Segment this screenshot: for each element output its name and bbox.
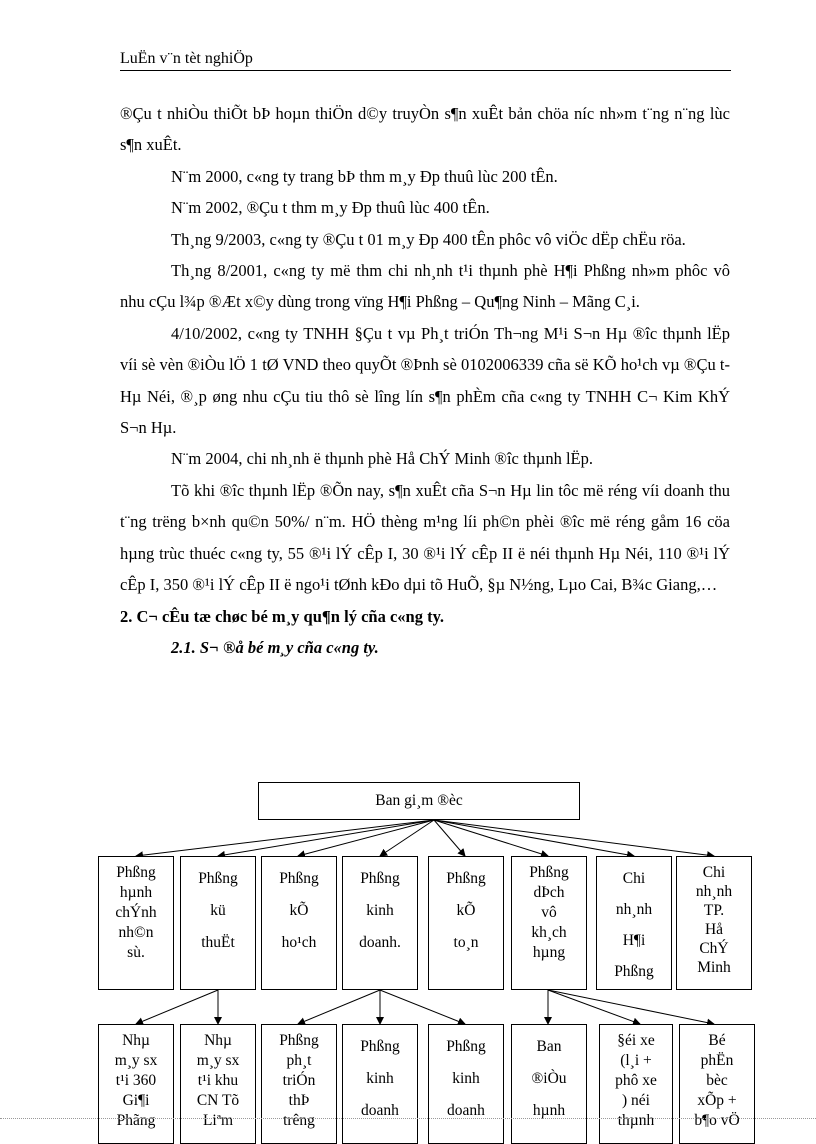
org-box-hr-department [98,856,174,990]
connector-line [434,820,548,856]
box-line: CN Tõ [196,1092,240,1109]
connector-line [434,820,714,856]
box-line: (l¸i + [620,1052,652,1069]
box-line: thµnh [617,1112,655,1129]
box-line: thÞ [288,1092,310,1109]
box-line: ChÝ [699,940,729,957]
box-line: TP. [703,902,725,919]
box-line: ®iÒu [531,1070,567,1087]
org-box-business-department [342,856,418,990]
box-line: kÕ [289,902,309,919]
box-line: hµnh [119,884,153,901]
box-line: chÝnh [115,904,157,921]
box-line: to¸n [453,934,479,951]
box-line: hµng [532,944,566,961]
box-line: ho¹ch [281,934,317,951]
box-line: t¹i khu [197,1072,239,1089]
connector-line [548,990,640,1024]
box-line: sù. [127,944,145,961]
box-line: Nhµ [204,1032,232,1049]
box-line: Phßng [116,864,156,881]
org-box-loading-security [679,1024,755,1144]
box-line: doanh. [359,934,401,951]
box-line: Ban [536,1038,562,1055]
box-line: doanh [361,1102,399,1119]
connector-line [434,820,634,856]
box-line: kü [210,902,226,919]
box-line: Hå [704,921,724,938]
box-line: trêng [283,1112,315,1129]
section-heading: 2. C¬ cÊu tæ chøc bé m¸y qu¶n lý cña c«ng ty. [120,606,445,626]
box-line: nh¸nh [615,901,653,918]
box-line: nh©n [118,924,154,941]
box-line: bèc [706,1072,728,1089]
box-line: Chi [622,870,646,887]
connector-line [136,820,434,856]
paragraph: N¨m 2004, chi nh¸nh ë thµnh phè Hå ChÝ Minh ®îc thµnh lËp. [171,449,593,469]
connector-line [218,820,434,856]
org-box-vehicle-team [599,1024,673,1144]
box-line: H¶i [622,932,646,949]
paragraph: 4/10/2002, c«ng ty TNHH §Çu t vµ Ph¸t triÓn Th¬ng M¹i S¬n Hµ ®îc thµnh lËp víi sè vèn ®iÒu lÖ 1 tØ VND theo quyÕt ®Þnh sè 0102006339 cña së KÕ ho¹ch vµ ®Çu t Hµ Néi, ®¸p øng nhu cÇu tiu thô sè lîng lín s¶n phÈm cña c«ng ty TNHH C¬ Kim KhÝ S¬n Hµ. [120,323,730,438]
box-line: Bé [708,1032,726,1049]
box-line: Phßng [360,870,400,887]
connector-line [136,990,218,1024]
box-line: phËn [700,1052,734,1069]
box-line: §éi xe [617,1032,655,1049]
box-line: doanh [447,1102,485,1119]
org-box-accounting-department [428,856,504,990]
box-line: m¸y sx [196,1052,240,1069]
box-line: kÕ [456,902,476,919]
box-line: hµnh [532,1102,566,1119]
org-box-customer-service-department [511,856,587,990]
box-line: Phßng [446,1038,486,1055]
box-line: ) néi [622,1092,650,1109]
box-line: Liªm [202,1112,234,1129]
connector-line [298,820,434,856]
box-line: Chi [702,864,726,881]
org-box-hcmc-branch [676,856,752,990]
box-line: t¹i 360 [115,1072,157,1089]
box-line: phô xe [615,1072,657,1089]
box-label: Ban gi¸m ®èc [375,792,463,809]
box-line: Nhµ [122,1032,150,1049]
box-line: xÕp + [697,1092,737,1109]
org-box-factory-giai-phong [98,1024,174,1144]
connector-line [380,990,465,1024]
box-line: kinh [366,1070,394,1087]
box-line: nh¸nh [695,883,733,900]
box-line: Phßng [360,1038,400,1055]
box-line: kinh [366,902,394,919]
paragraph: Th¸ng 9/2003, c«ng ty ®Çu t 01 m¸y Ðp 400 tÊn phôc vô viÖc dËp chËu röa. [171,229,686,249]
org-box-factory-tu-liem [180,1024,256,1144]
box-line: thuËt [201,934,235,951]
box-line: Phßng [529,864,569,881]
box-line: Phßng [279,1032,319,1049]
box-line: Phßng [446,870,486,887]
org-box-business-unit-2 [428,1024,504,1144]
box-line: dÞch [533,884,565,901]
box-line: ph¸t [286,1052,312,1069]
box-line: kinh [452,1070,480,1087]
org-box-business-unit-1 [342,1024,418,1144]
box-line: Phãng [116,1112,156,1129]
org-box-planning-department [261,856,337,990]
box-line: Phßng [198,870,238,887]
box-line: kh¸ch [531,924,567,941]
paragraph: ®Çu t nhiÒu thiÕt bÞ hoµn thiÖn d©y truyÒn s¶n xuÊt bản chöa níc nh»m t¨ng n¨ng lùc s¶n xuÊt. [120,104,730,155]
header-title: LuËn v¨n tèt nghiÖp [120,50,253,67]
org-box-market-development [261,1024,337,1144]
org-box-management-board [511,1024,587,1144]
box-line: triÓn [282,1072,316,1089]
paragraph: Tõ khi ®îc thµnh lËp ®Õn nay, s¶n xuÊt cña S¬n Hµ lin tôc më réng víi doanh thu t¨ng trëng b×nh qu©n 50%/ n¨m. HÖ thèng m¹ng líi ph©n phèi ®îc më réng gåm 16 cöa hµng trùc thuéc c«ng ty, 55 ®¹i lÝ cÊp I, 30 ®¹i lÝ cÊp II ë néi thµnh Hµ Néi, 110 ®¹i lÝ cÊp I, 350 ®¹i lÝ cÊp II ë ngo¹i tØnh kÐo dµi tõ HuÕ, §µ N½ng, Lµo Cai, B¾c Giang,… [120,480,730,595]
box-line: Gi¶i [122,1092,150,1109]
box-line: vô [541,904,557,921]
connector-line [298,990,380,1024]
box-line: Phßng [279,870,319,887]
paragraph: N¨m 2000, c«ng ty trang bÞ thm m¸y Ðp thuû lùc 200 tÊn. [171,166,558,186]
connector-line [548,990,714,1024]
box-line: Phßng [614,963,654,980]
org-box-technical-department [180,856,256,990]
box-line: Minh [697,959,731,976]
paragraph: Th¸ng 8/2001, c«ng ty më thm chi nh¸nh t¹i thµnh phè H¶i Phßng nh»m phôc vô nhu cÇu l¾p ®Æt x©y dùng trong vïng H¶i Phßng – Qu¶ng Ninh – Mãng C¸i. [120,261,730,312]
box-line: m¸y sx [114,1052,158,1069]
org-box-board-of-directors [258,782,580,820]
box-line: b¶o vÖ [694,1112,740,1129]
paragraph: N¨m 2002, ®Çu t thm m¸y Ðp thuû lùc 400 tÊn. [171,198,490,218]
page-bottom-divider [0,1118,816,1119]
subsection-heading: 2.1. S¬ ®å bé m¸y cña c«ng ty. [171,637,379,657]
org-box-hai-phong-branch [596,856,672,990]
